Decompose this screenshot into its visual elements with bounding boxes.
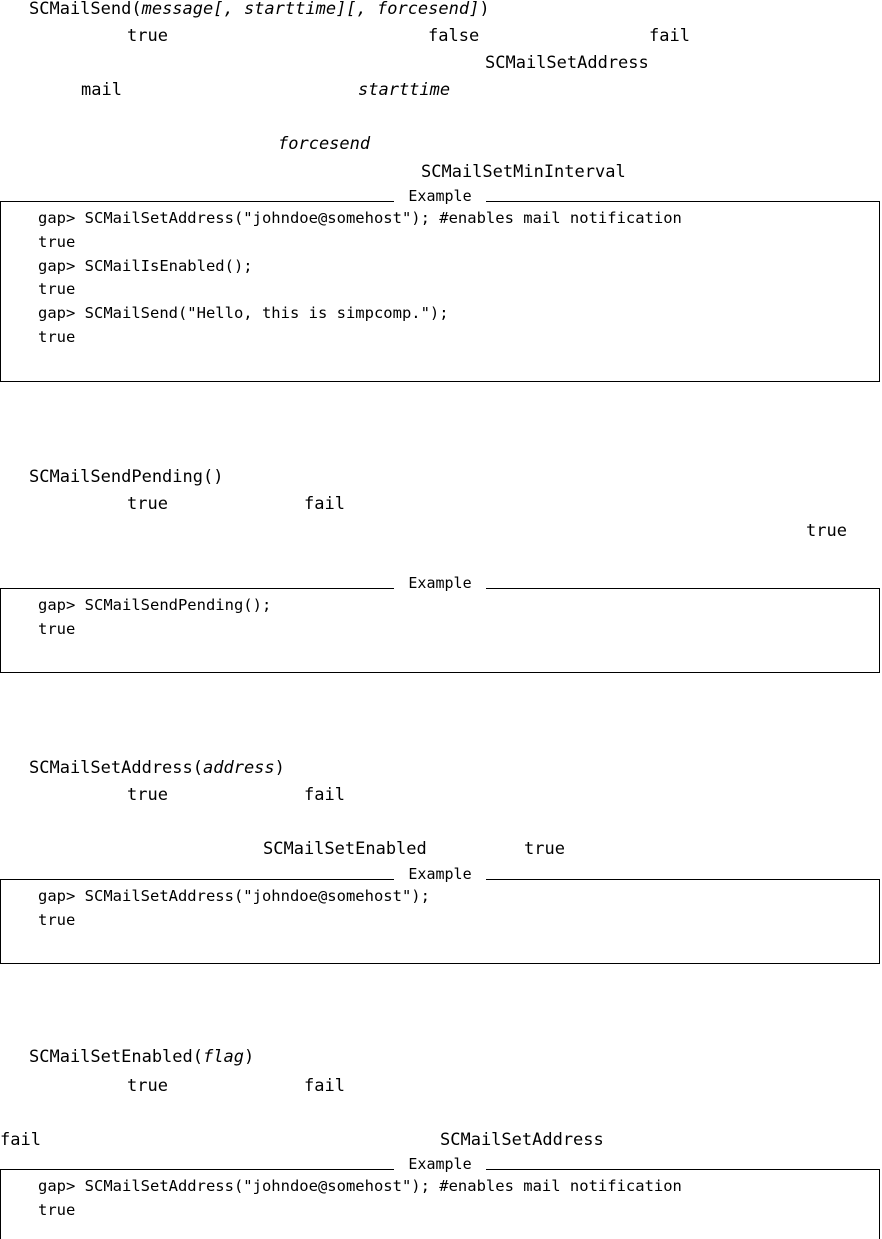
return-true: true — [127, 494, 168, 514]
function-name: SCMailSetEnabled( — [29, 1047, 203, 1067]
return-fail: fail — [304, 785, 345, 805]
code-line: true — [38, 280, 76, 298]
word-true: true — [524, 839, 565, 859]
example-caption: Example — [394, 574, 486, 592]
example-box — [0, 201, 880, 382]
return-true: true — [127, 785, 168, 805]
code-line: true — [38, 620, 76, 638]
return-fail: fail — [304, 1076, 345, 1096]
return-fail: fail — [649, 26, 690, 46]
reference-scmailsetaddress: SCMailSetAddress — [440, 1130, 604, 1150]
function-signature: SCMailSendPending() — [29, 467, 224, 487]
return-fail: fail — [304, 494, 345, 514]
signature-close: ) — [243, 1047, 255, 1067]
reference-scmailsetaddress: SCMailSetAddress — [485, 53, 649, 73]
code-line: true — [38, 233, 76, 251]
code-line: gap> SCMailSendPending(); — [38, 596, 272, 614]
return-false: false — [428, 26, 480, 46]
reference-scmailsetmininterval: SCMailSetMinInterval — [421, 162, 626, 182]
arg-forcesend: forcesend — [278, 134, 371, 154]
function-signature — [29, 757, 285, 779]
example-box — [0, 879, 880, 964]
code-line: gap> SCMailSetAddress("johndoe@somehost"); — [38, 887, 430, 905]
reference-scmailsetenabled: SCMailSetEnabled — [263, 839, 427, 859]
code-line: true — [38, 911, 76, 929]
function-name: SCMailSend( — [29, 0, 142, 19]
example-box — [0, 588, 880, 673]
return-true: true — [127, 1076, 168, 1096]
word-mail: mail — [81, 80, 122, 100]
return-true: true — [127, 26, 168, 46]
arg-starttime: starttime — [358, 80, 451, 100]
function-signature — [29, 1046, 254, 1068]
word-fail: fail — [0, 1130, 41, 1150]
code-line: gap> SCMailSetAddress("johndoe@somehost"); #enables mail notification — [38, 209, 682, 227]
example-caption: Example — [394, 1155, 486, 1173]
function-signature — [29, 0, 490, 20]
example-caption: Example — [394, 187, 486, 205]
signature-close: ) — [274, 758, 285, 778]
code-line: true — [38, 328, 76, 346]
function-arguments: address — [203, 758, 275, 778]
example-box — [0, 1169, 880, 1239]
code-line: gap> SCMailSetAddress("johndoe@somehost"); #enables mail notification — [38, 1177, 682, 1195]
example-caption: Example — [394, 865, 486, 883]
code-line: true — [38, 1201, 76, 1219]
code-line: gap> SCMailIsEnabled(); — [38, 257, 253, 275]
function-arguments: message[, starttime][, forcesend] — [141, 0, 480, 19]
function-arguments: flag — [203, 1047, 244, 1067]
code-line: gap> SCMailSend("Hello, this is simpcomp."); — [38, 304, 449, 322]
function-name: SCMailSetAddress( — [29, 758, 203, 778]
signature-close: ) — [479, 0, 490, 19]
word-true: true — [806, 521, 847, 541]
